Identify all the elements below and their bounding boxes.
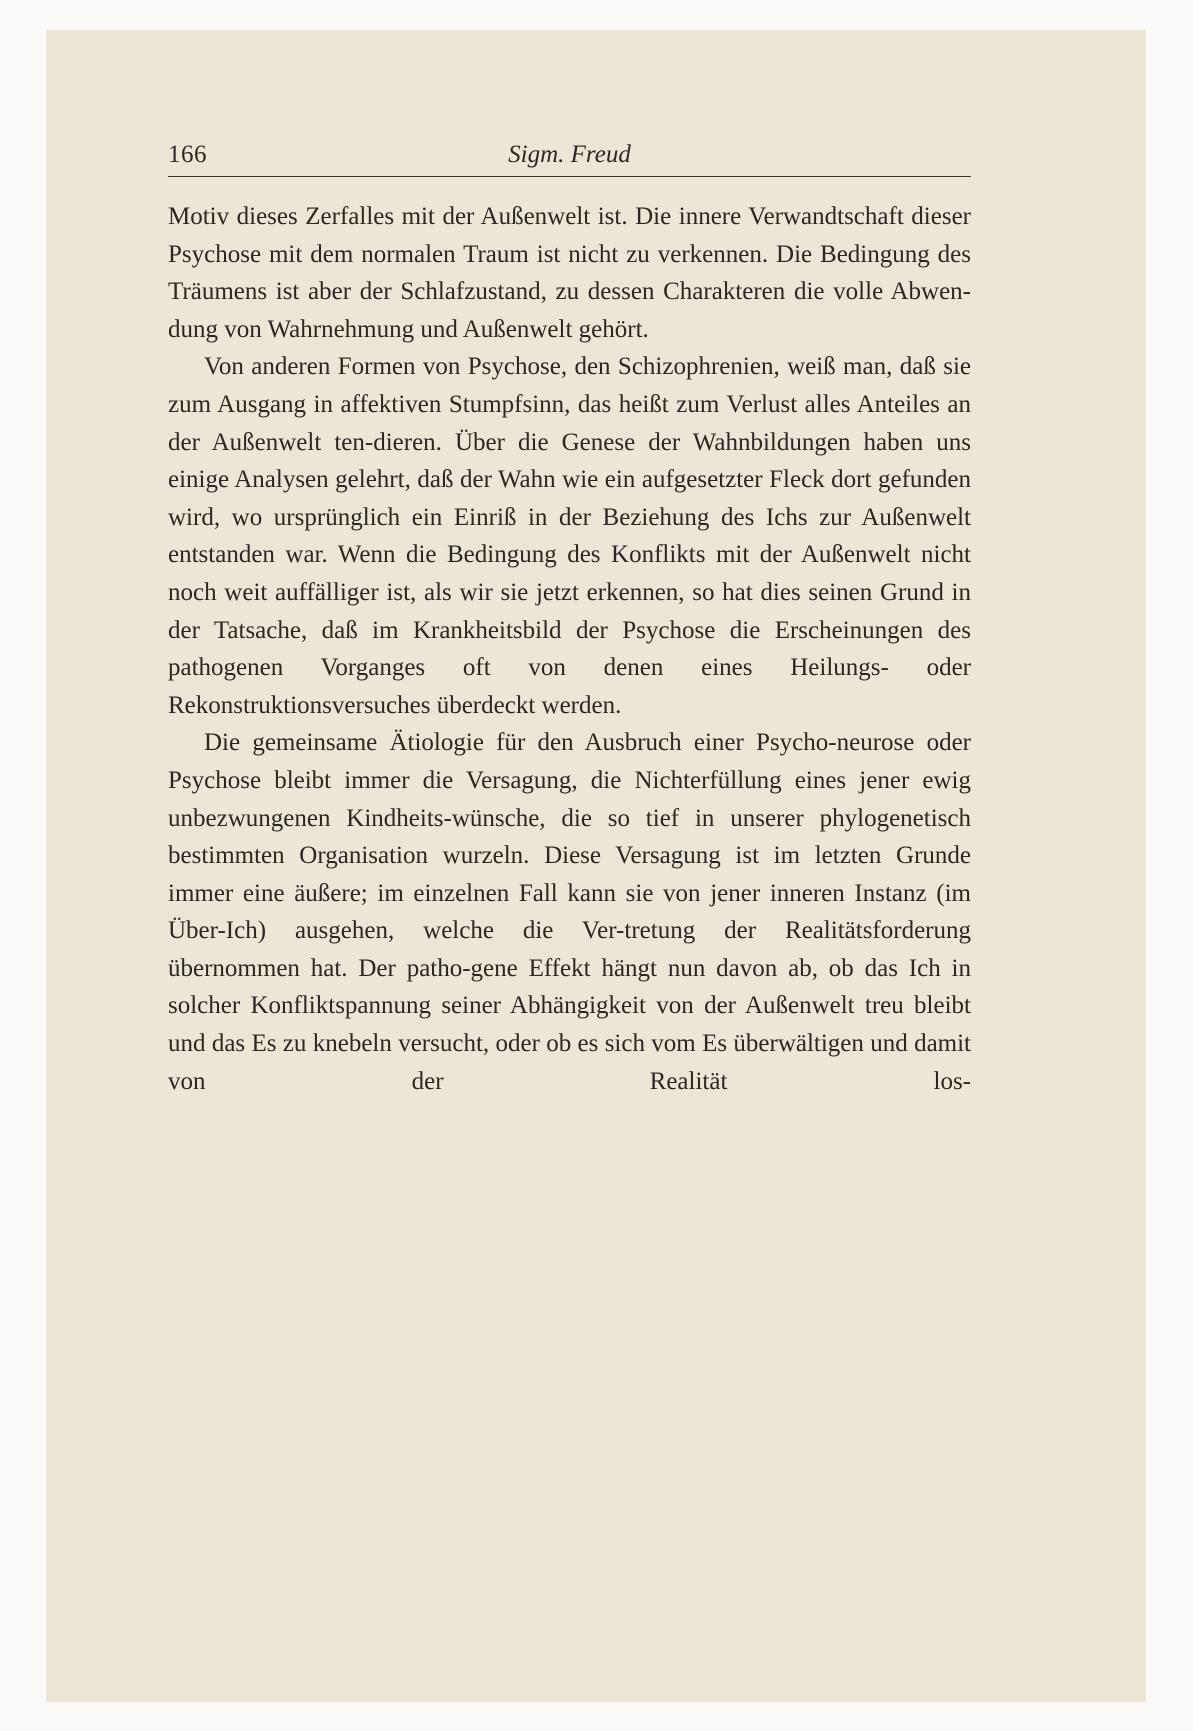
paragraph-1: Motiv dieses Zerfalles mit der Außenwelt ist. Die innere Verwandtschaft dieser Psychose mit dem normalen Traum ist nicht zu verkennen. Die Bedingung des Träumens ist aber der Schlafzustand, zu dessen Charakteren die volle Abwen-dung von Wahrnehmung und Außenwelt gehört. <box>168 203 971 343</box>
paragraph-2: Von anderen Formen von Psychose, den Schizophrenien, weiß man, daß sie zum Ausgang in affektiven Stumpfsinn, das heißt zum Verlust alles Anteiles an der Außenwelt ten-dieren. Über die Genese der Wahnbildungen haben uns einige Analysen gelehrt, daß der Wahn wie ein aufgesetzter Fleck dort gefunden wird, wo ursprünglich ein Einriß in der Beziehung des Ichs zur Außenwelt entstanden war. Wenn die Bedingung des Konflikts mit der Außenwelt nicht noch weit auffälliger ist, als wir sie jetzt erkennen, so hat dies seinen Grund in der Tatsache, daß im Krankheitsbild der Psychose die Erscheinungen des pathogenen Vorganges oft von denen eines Heilungs- oder Rekonstruktionsversuches überdeckt werden. <box>168 353 971 719</box>
paragraph-3: Die gemeinsame Ätiologie für den Ausbruch einer Psycho-neurose oder Psychose bleibt immer die Versagung, die Nichterfüllung eines jener ewig unbezwungenen Kindheits-wünsche, die so tief in unserer phylogenetisch bestimmten Organisation wurzeln. Diese Versagung ist im letzten Grunde immer eine äußere; im einzelnen Fall kann sie von jener inneren Instanz (im Über-Ich) ausgehen, welche die Ver-tretung der Realitätsforderung übernommen hat. Der patho-gene Effekt hängt nun davon ab, ob das Ich in solcher Konfliktspannung seiner Abhängigkeit von der Außenwelt treu bleibt und das Es zu knebeln versucht, oder ob es sich vom Es überwältigen und damit von der Realität los- <box>168 729 971 1095</box>
page-header <box>168 128 971 177</box>
body-text <box>168 198 971 1100</box>
page-number: 166 <box>168 141 207 168</box>
running-head: Sigm. Freud <box>508 141 631 168</box>
